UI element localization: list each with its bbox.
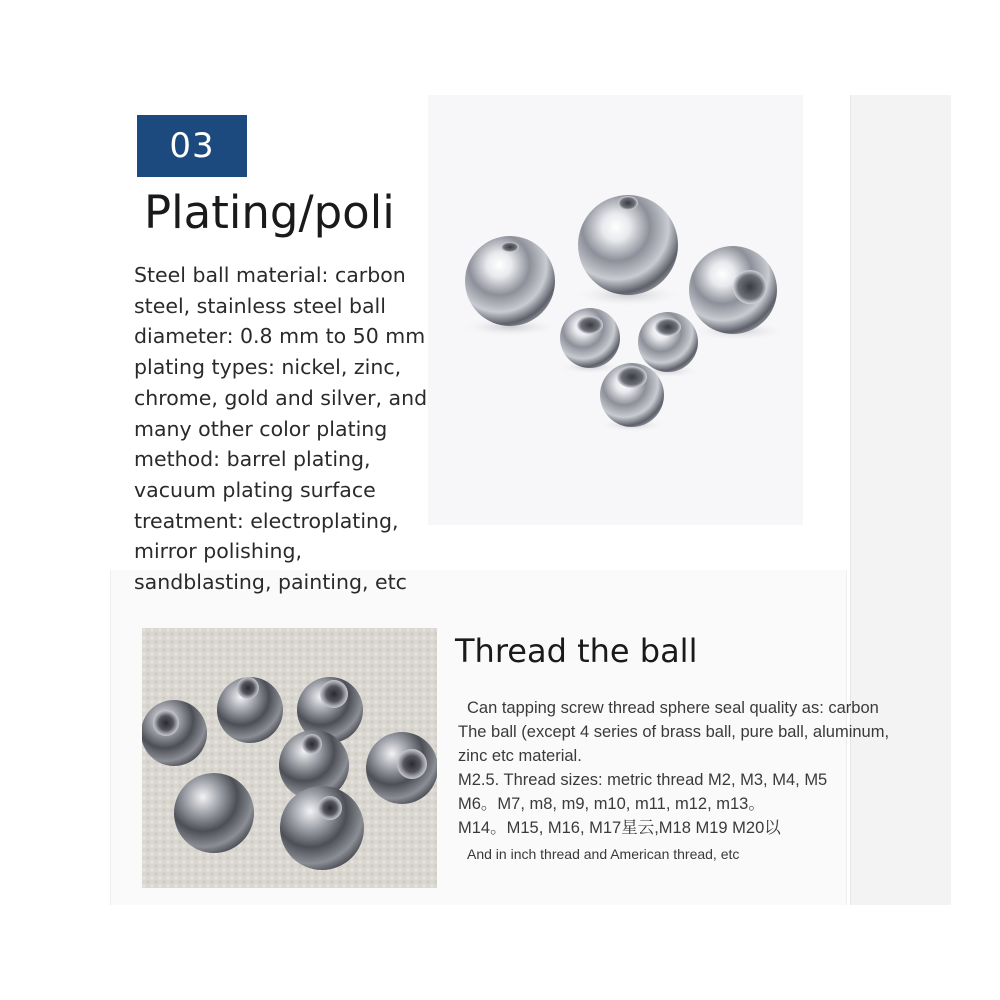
description-line: Steel ball material: carbon — [134, 263, 406, 287]
polished-balls-photo — [428, 95, 803, 525]
thread-line: M14。M15, M16, M17星云,M18 M19 M20以 — [458, 819, 781, 837]
thread-line: M6。M7, m8, m9, m10, m11, m12, m13。 — [458, 795, 765, 813]
threaded-ball — [174, 773, 254, 853]
thread-line: Can tapping screw thread sphere seal quality as: carbon — [467, 699, 879, 717]
threaded-ball — [280, 786, 364, 870]
thread-line: M2.5. Thread sizes: metric thread M2, M3, M4, M5 — [458, 771, 828, 789]
thread-section-title: Thread the ball — [455, 632, 698, 670]
thread-line: The ball (except 4 series of brass ball, pure ball, aluminum, — [458, 723, 890, 741]
description-line: treatment: electroplating, — [134, 508, 399, 533]
polished-balls-illustration — [428, 95, 803, 525]
description-line: method: barrel plating, — [134, 447, 371, 472]
thread-description — [458, 696, 950, 866]
description-line: plating types: nickel, zinc, — [134, 355, 402, 380]
threaded-ball — [142, 700, 207, 766]
material-description — [134, 260, 454, 598]
description-line: sandblasting, painting, etc — [134, 570, 407, 595]
description-line: mirror polishing, — [134, 539, 303, 564]
threaded-balls-illustration — [142, 628, 437, 888]
description-line: steel, stainless steel ball — [134, 293, 386, 318]
description-line: chrome, gold and silver, and — [134, 385, 428, 410]
description-line: many other color plating — [134, 416, 388, 441]
section-title: Plating/poli — [144, 186, 395, 239]
section-number: 03 — [169, 126, 215, 166]
thread-line: zinc etc material. — [458, 747, 582, 765]
section-number-badge — [137, 115, 247, 177]
description-line: vacuum plating surface — [134, 477, 376, 502]
threaded-balls-photo — [142, 628, 437, 888]
thread-line: And in inch thread and American thread, etc — [467, 846, 740, 862]
description-line: diameter: 0.8 mm to 50 mm — [134, 324, 426, 349]
